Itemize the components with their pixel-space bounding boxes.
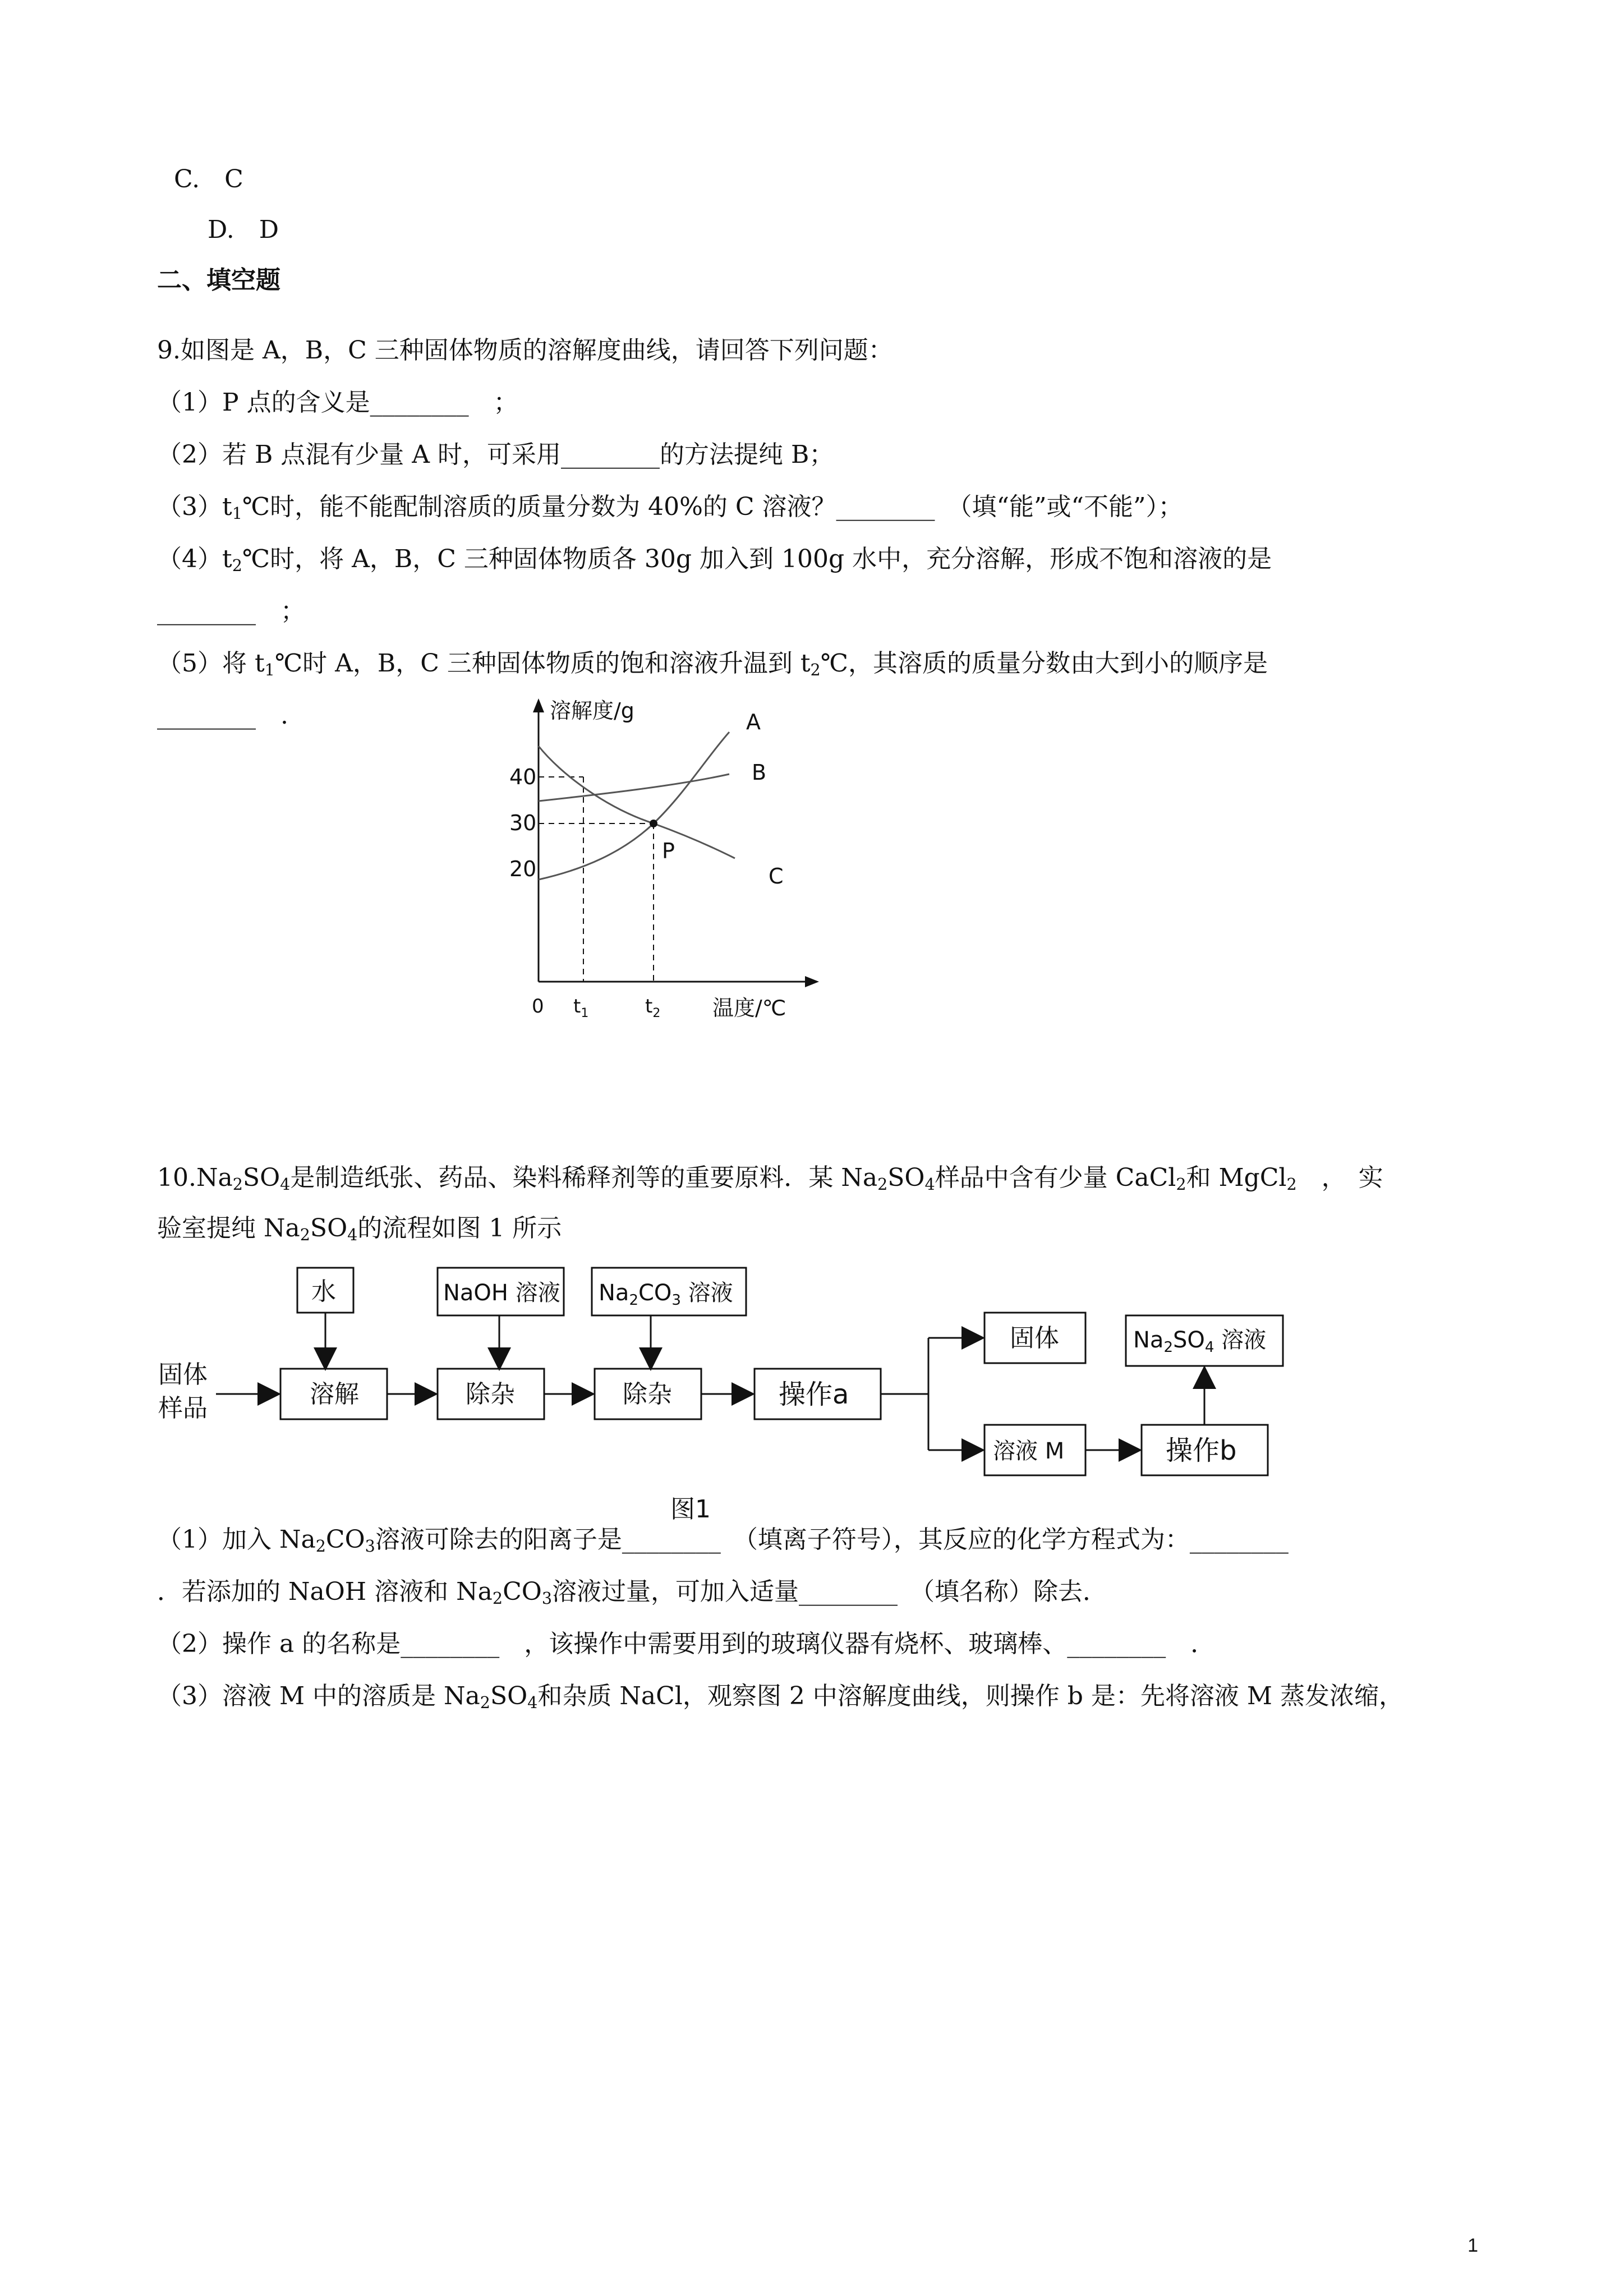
q9-stem: 9.如图是 A，B，C 三种固体物质的溶解度曲线，请回答下列问题： [157,336,893,365]
box-product-text: $Na_2SO_4$ 溶液 [1133,1327,1267,1356]
box-solution-m-text: 溶液 M [993,1438,1065,1464]
point-p-label: P [662,839,675,863]
q10-sub1: （1）加入 $Na_2CO_3$溶液可除去的阳离子是________ （填离子符号），其反应的化学方程式为：________ [157,1525,1289,1556]
q9-part1: （1）P 点的含义是________ ； [157,388,518,417]
q10-line1: $10.Na_2SO_4$是制造纸张、药品、染料稀释剂等的重要原料．某 $Na_2SO_4$样品中含有少量 CaCl$_2$和 MgCl$_2$ ， 实 [157,1163,1383,1194]
curve-a-label: A [746,710,761,734]
x-axis-arrow [805,976,819,987]
y-axis-arrow [533,698,544,712]
box-op-a-text: 操作a [779,1379,849,1410]
flow-diagram [151,1262,1301,1526]
solubility-chart [494,690,830,1027]
x-tick-t1: $t_1$ [573,995,589,1020]
q9-part5: （5）将 $t_1℃$时 A，B，C 三种固体物质的饱和溶液升温到 $t_2℃$，其溶质的质量分数由大到小的顺序是 [157,649,1268,680]
q10-line2: 验室提纯 $Na_2SO_4$的流程如图 1 所示 [157,1214,562,1245]
box-dissolve-text: 溶解 [310,1380,359,1409]
curve-a [539,732,729,880]
q10-sub3: （3）溶液 M 中的溶质是 $Na_2SO_4$和杂质 NaCl，观察图 2 中溶解度曲线，则操作 b 是：先将溶液 M 蒸发浓缩， [157,1682,1404,1713]
box-remove2-text: 除杂 [623,1380,672,1409]
box-na2co3-text: $Na_2CO_3$ 溶液 [599,1280,733,1309]
curve-c-label: C [769,864,784,889]
q9-part4-blank: ________ ； [157,597,305,625]
q9-part2: （2）若 B 点混有少量 A 时，可采用________的方法提纯 B； [157,440,834,469]
page-number: 1 [1467,2235,1478,2256]
curve-b [539,774,729,801]
option-c: C. C [174,165,243,194]
curve-b-label: B [752,760,767,785]
y-tick-30: 30 [509,811,537,835]
y-tick-40: 40 [509,765,537,789]
box-naoh-text: NaOH 溶液 [443,1280,560,1306]
box-solid-text: 固体 [1010,1324,1059,1352]
x-tick-0: 0 [532,995,544,1018]
flow-input-label-2: 样品 [158,1394,208,1423]
option-d: D. D [208,215,279,244]
y-tick-20: 20 [509,857,537,881]
q9-part4: $(4)t_2℃$时，将 A，B，C 三种固体物质各 30g 加入到 100g 水中，充分溶解，形成不饱和溶液的是 [157,545,1272,576]
box-water-text: 水 [311,1277,336,1306]
q10-sub2: （2）操作 a 的名称是________ ，该操作中需要用到的玻璃仪器有烧杯、玻璃棒、________ ． [157,1630,1216,1658]
point-p [650,820,657,827]
x-axis-label: 温度/℃ [712,996,786,1020]
q9-part5-blank: ________ . [157,701,288,730]
box-op-b-text: 操作b [1166,1435,1237,1466]
y-axis-label: 溶解度/g [550,698,634,723]
section-heading: 二、填空题 [157,266,280,295]
x-tick-t2: $t_2$ [645,995,661,1020]
flow-input-label-1: 固体 [158,1360,208,1389]
q9-part3: $(3)t_1℃$时，能不能配制溶质的质量分数为 40%的 C 溶液？________ （填“能”或“不能”）； [157,493,1183,523]
flow-caption: 图1 [670,1495,711,1524]
box-remove1-text: 除杂 [466,1380,515,1409]
q10-sub1-cont: ．若添加的 NaOH 溶液和 $Na_2CO_3$溶液过量，可加入适量________ （填名称）除去． [157,1577,1108,1608]
